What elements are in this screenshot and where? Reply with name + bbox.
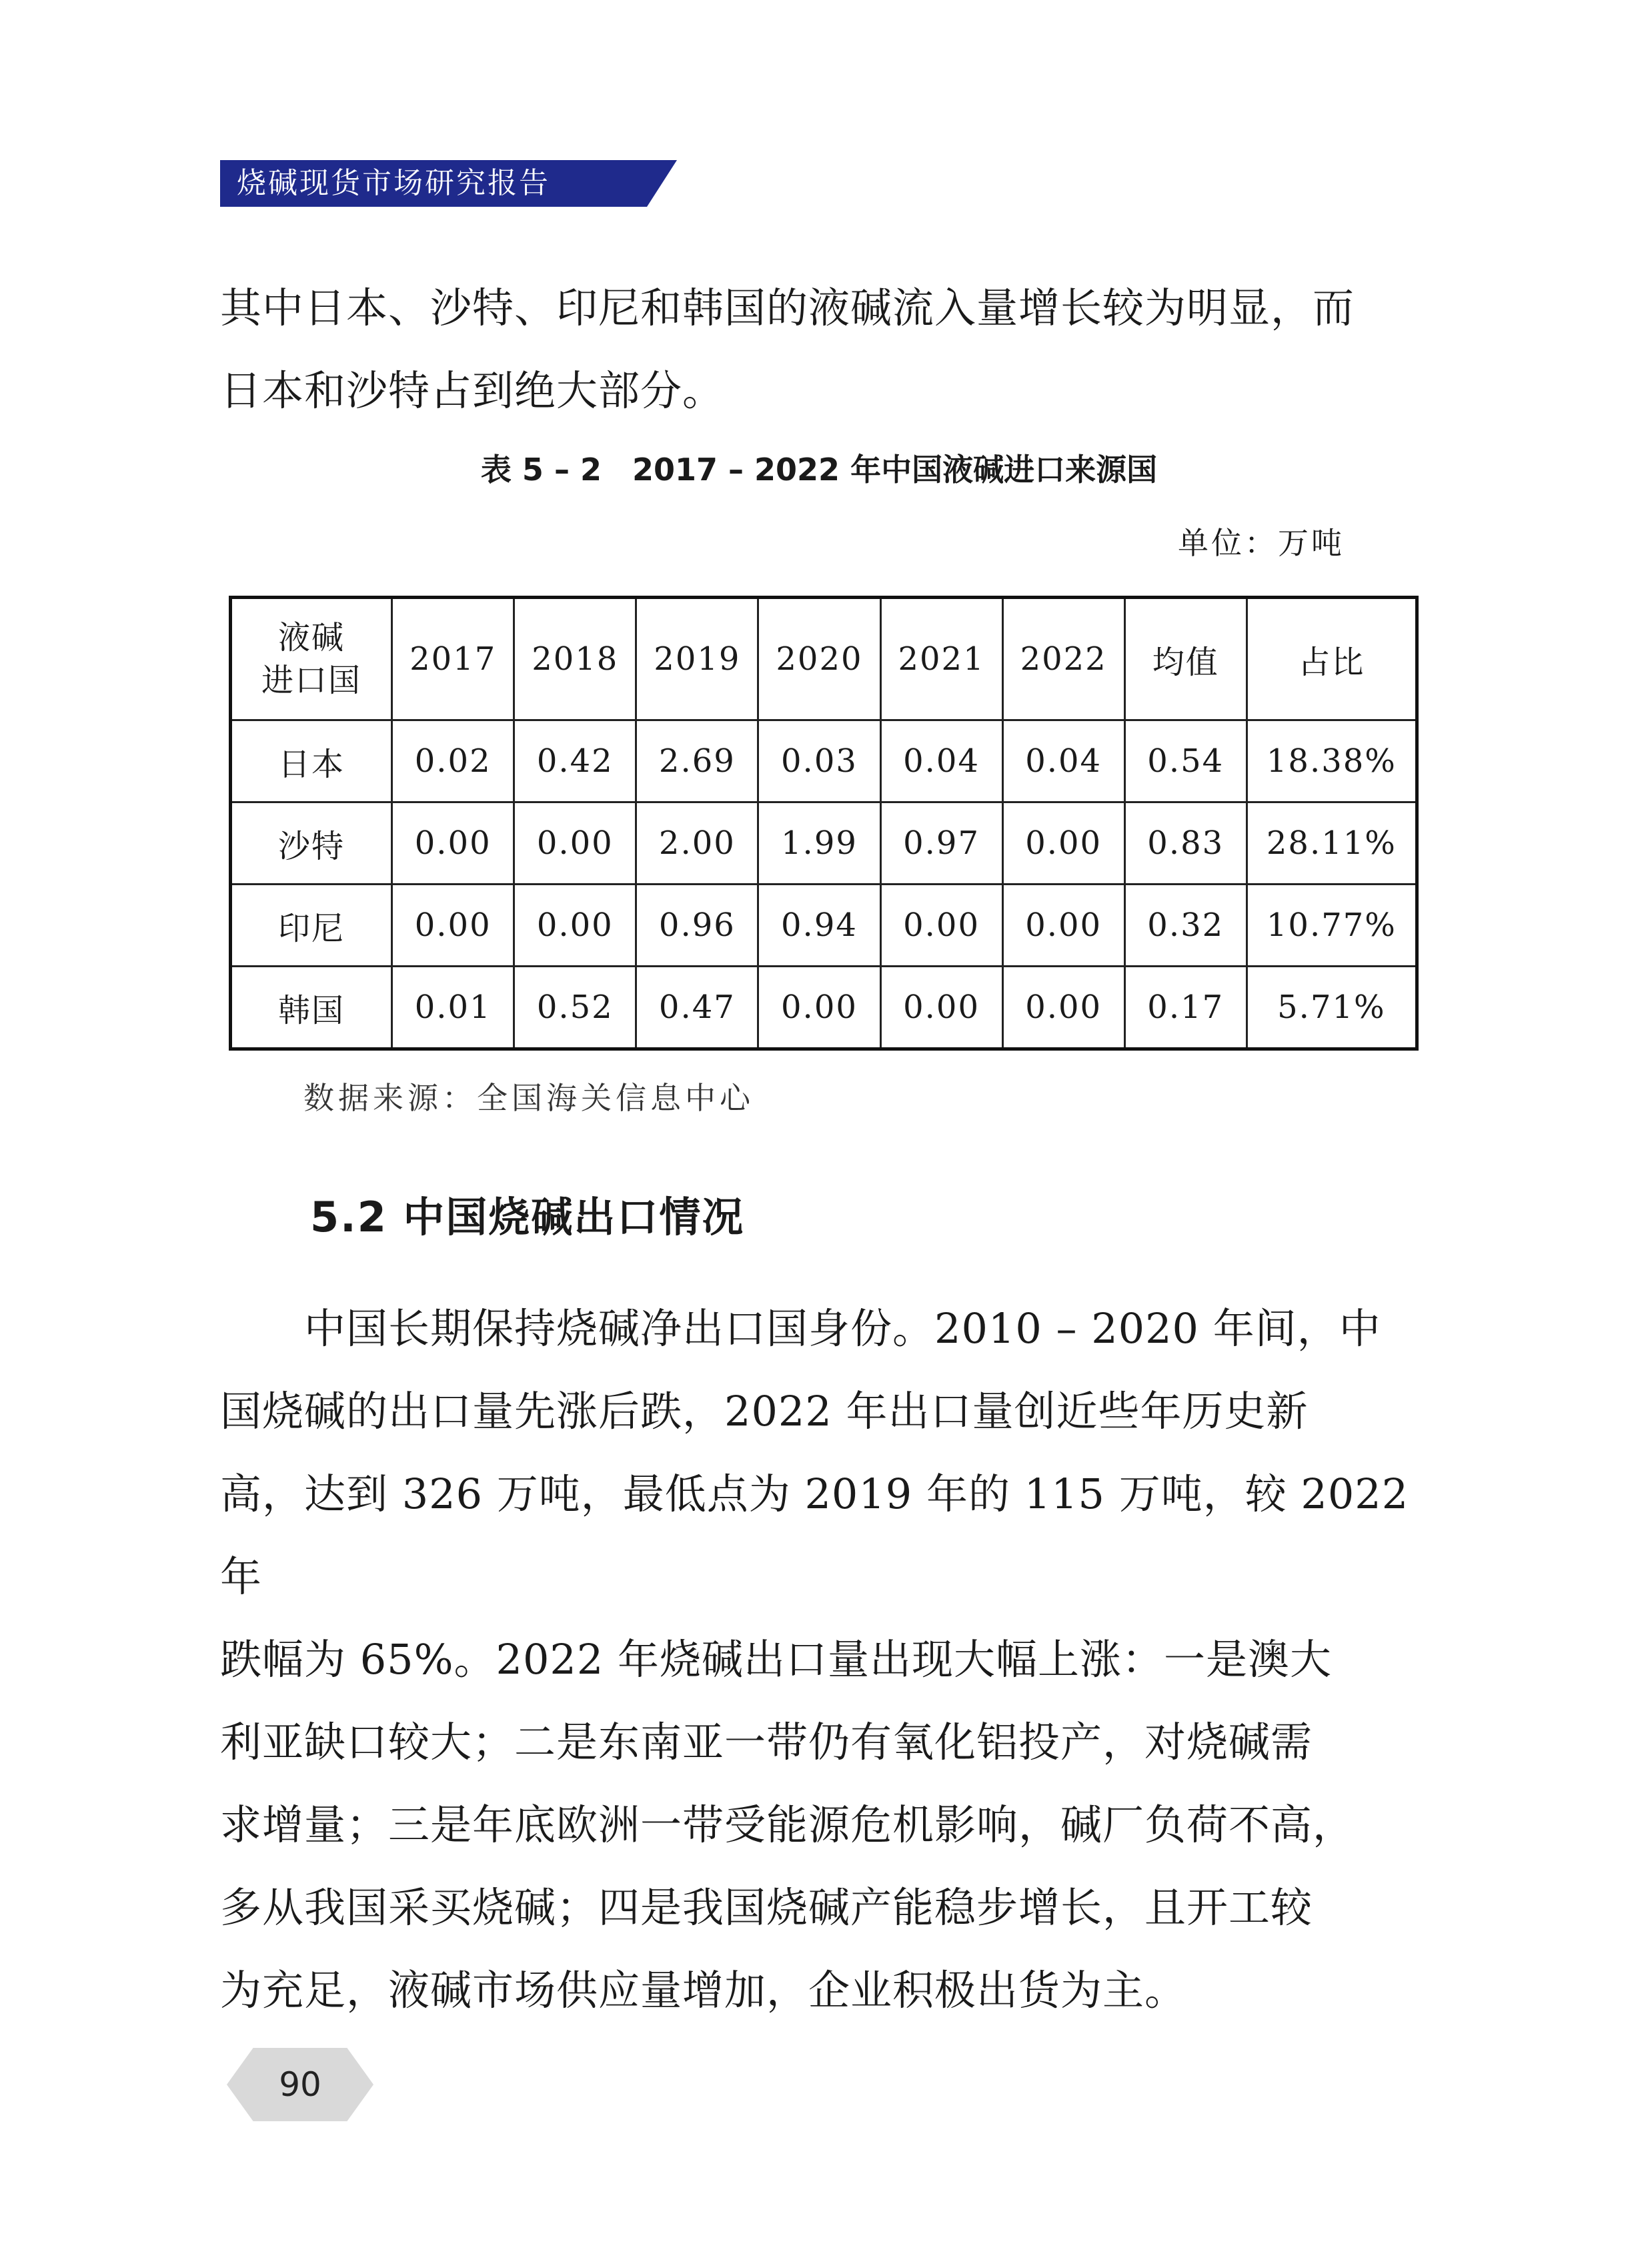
table-row [231, 967, 1417, 1049]
table-cell: 2.00 [636, 802, 758, 885]
import-source-table [229, 596, 1419, 1051]
table-cell: 10.77% [1247, 885, 1417, 967]
table-cell: 0.00 [758, 967, 880, 1049]
paragraph-line: 国烧碱的出口量先涨后跌，2022 年出口量创近些年历史新 [220, 1387, 1309, 1436]
table-cell: 28.11% [1247, 802, 1417, 885]
table-row [231, 802, 1417, 885]
table-cell: 0.00 [392, 802, 514, 885]
header-2017: 2017 [392, 598, 514, 720]
intro-line-2: 日本和沙特占到绝大部分。 [220, 366, 725, 415]
table-cell: 0.52 [514, 967, 636, 1049]
paragraph-line: 求增量；三是年底欧洲一带受能源危机影响，碱厂负荷不高， [220, 1800, 1355, 1849]
table-cell: 0.97 [880, 802, 1002, 885]
paragraph-line: 多从我国采买烧碱；四是我国烧碱产能稳步增长，且开工较 [220, 1883, 1313, 1932]
paragraph-line: 中国长期保持烧碱净出口国身份。2010 – 2020 年间，中 [220, 1304, 1381, 1353]
table-cell: 0.54 [1124, 720, 1247, 802]
table-source-note: 数据来源：全国海关信息中心 [303, 1080, 754, 1116]
table-cell: 0.00 [514, 802, 636, 885]
table-cell: 0.01 [392, 967, 514, 1049]
table-cell: 0.04 [880, 720, 1002, 802]
table-cell: 0.32 [1124, 885, 1247, 967]
table-cell: 0.02 [392, 720, 514, 802]
header-banner-tip [647, 160, 677, 207]
paragraph-line: 利亚缺口较大；二是东南亚一带仍有氧化铝投产，对烧碱需 [220, 1718, 1313, 1766]
row-country: 韩国 [231, 967, 392, 1049]
header-2022: 2022 [1002, 598, 1124, 720]
table-cell: 0.96 [636, 885, 758, 967]
table-cell: 0.00 [1002, 967, 1124, 1049]
header-country [231, 598, 392, 720]
paragraph-line: 高，达到 326 万吨，最低点为 2019 年的 115 万吨，较 2022 年 [220, 1470, 1409, 1601]
table-cell: 0.47 [636, 967, 758, 1049]
header-share: 占比 [1247, 598, 1417, 720]
table-cell: 0.42 [514, 720, 636, 802]
table-cell: 0.83 [1124, 802, 1247, 885]
table-cell: 0.94 [758, 885, 880, 967]
header-2021: 2021 [880, 598, 1002, 720]
table-cell: 0.00 [1002, 885, 1124, 967]
table-row [231, 885, 1417, 967]
table-cell: 2.69 [636, 720, 758, 802]
table-cell: 0.00 [880, 967, 1002, 1049]
section-paragraph [220, 1287, 1421, 2032]
section-heading: 5.2 中国烧碱出口情况 [310, 1193, 745, 1241]
row-country: 沙特 [231, 802, 392, 885]
table-cell: 0.04 [1002, 720, 1124, 802]
table-cell: 0.00 [1002, 802, 1124, 885]
table-cell: 0.00 [392, 885, 514, 967]
running-header-title: 烧碱现货市场研究报告 [237, 166, 550, 200]
table-cell: 0.03 [758, 720, 880, 802]
table-cell: 5.71% [1247, 967, 1417, 1049]
table-cell: 0.00 [880, 885, 1002, 967]
paragraph-line: 跌幅为 65%。2022 年烧碱出口量出现大幅上涨：一是澳大 [220, 1635, 1333, 1684]
row-country: 日本 [231, 720, 392, 802]
intro-line-1: 其中日本、沙特、印尼和韩国的液碱流入量增长较为明显，而 [220, 284, 1355, 332]
header-2020: 2020 [758, 598, 880, 720]
header-mean: 均值 [1124, 598, 1247, 720]
table-unit: 单位：万吨 [1178, 525, 1345, 561]
header-2019: 2019 [636, 598, 758, 720]
table-cell: 1.99 [758, 802, 880, 885]
header-country-line1: 液碱 [278, 619, 345, 656]
page-number: 90 [279, 2065, 321, 2104]
paragraph-line: 为充足，液碱市场供应量增加，企业积极出货为主。 [220, 1966, 1187, 2015]
table-cell: 0.17 [1124, 967, 1247, 1049]
intro-paragraph [220, 267, 1421, 432]
table-caption: 表 5 – 2 2017 – 2022 年中国液碱进口来源国 [480, 452, 1158, 488]
header-country-line2: 进口国 [261, 662, 362, 699]
row-country: 印尼 [231, 885, 392, 967]
table-row [231, 720, 1417, 802]
table-header-row [231, 598, 1417, 720]
header-2018: 2018 [514, 598, 636, 720]
table-cell: 18.38% [1247, 720, 1417, 802]
table-cell: 0.00 [514, 885, 636, 967]
